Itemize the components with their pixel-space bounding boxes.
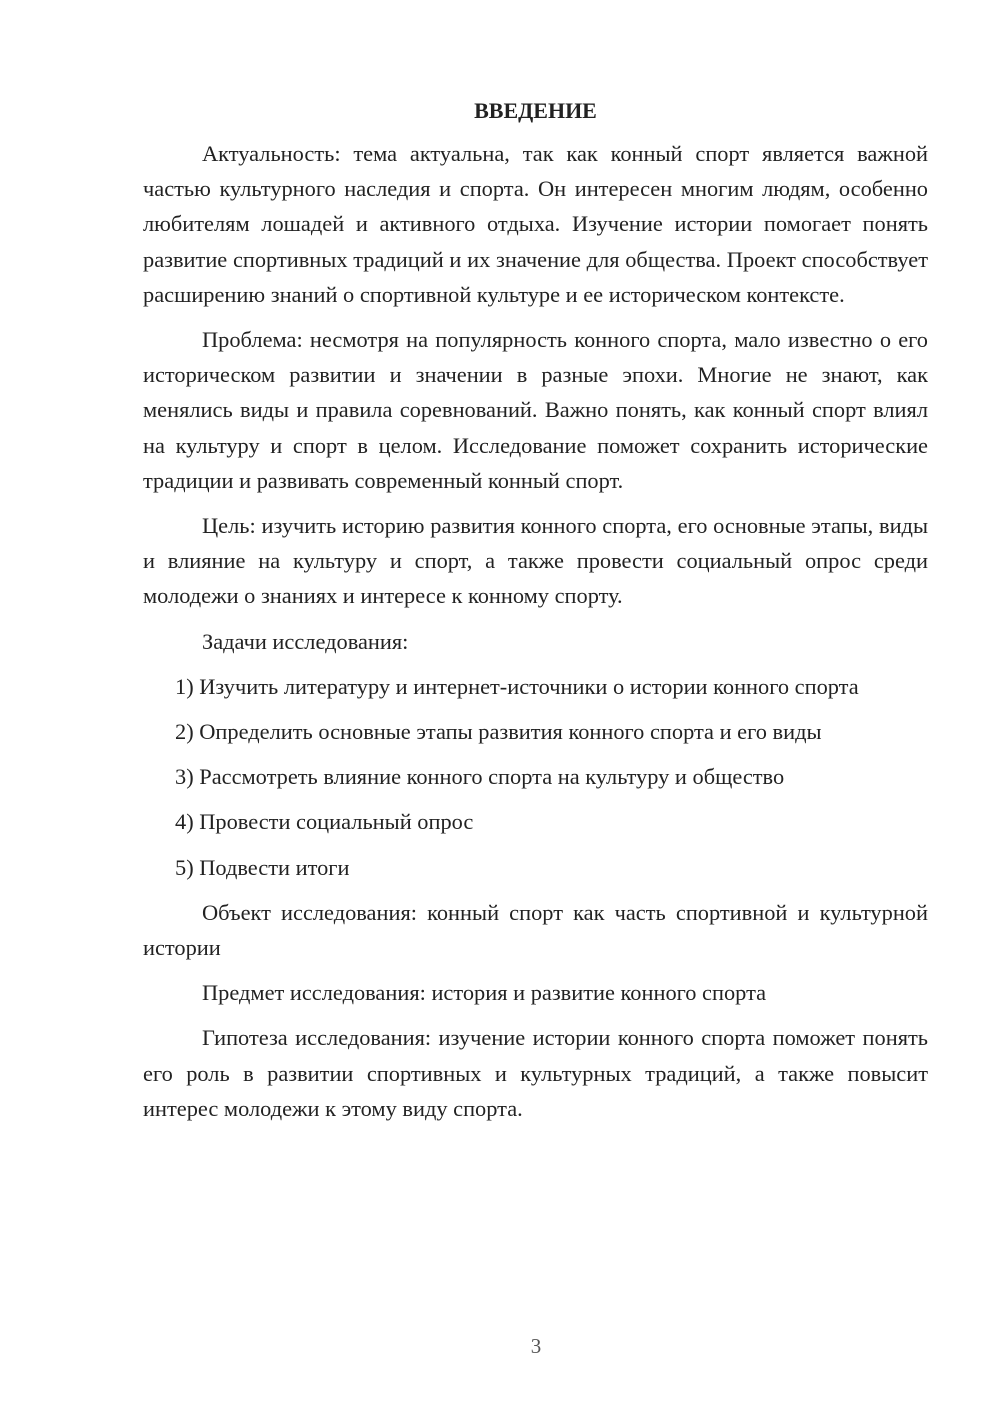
tasks-heading: Задачи исследования: xyxy=(202,628,409,654)
document-page xyxy=(143,96,928,1136)
paragraph-subject: Предмет исследования: история и развитие конного спорта xyxy=(202,980,767,1006)
page-number: 3 xyxy=(530,1334,542,1358)
task-item-3: 3) Рассмотреть влияние конного спорта на культуру и общество xyxy=(175,764,785,790)
task-item-4: 4) Провести социальный опрос xyxy=(175,809,474,835)
paragraph-object: Объект исследования: конный спорт как часть спортивной и культурной истории xyxy=(143,899,928,961)
task-item-1: 1) Изучить литературу и интернет-источники о истории конного спорта xyxy=(175,673,859,699)
task-item-2: 2) Определить основные этапы развития конного спорта и его виды xyxy=(175,719,822,745)
paragraph-problem: Проблема: несмотря на популярность конного спорта, мало известно о его историческом развитии и значении в разные эпохи. Многие не знают, как менялись виды и правила соревнований. Важно понять, как конный спорт влиял на культуру и спорт в целом. Исследование поможет сохранить исторические традиции и развивать современный конный спорт. xyxy=(143,327,928,493)
task-item-5: 5) Подвести итоги xyxy=(175,854,350,880)
paragraph-goal: Цель: изучить историю развития конного спорта, его основные этапы, виды и влияние на культуру и спорт, а также провести социальный опрос среди молодежи о знаниях и интересе к конному спорту. xyxy=(143,513,928,609)
paragraph-hypothesis: Гипотеза исследования: изучение истории конного спорта поможет понять его роль в развитии спортивных и культурных традиций, а также повысит интерес молодежи к этому виду спорта. xyxy=(143,1025,928,1121)
paragraph-relevance: Актуальность: тема актуальна, так как конный спорт является важной частью культурного наследия и спорта. Он интересен многим людям, особенно любителям лошадей и активного отдыха. Изучение истории помогает понять развитие спортивных традиций и их значение для общества. Проект способствует расширению знаний о спортивной культуре и ее историческом контексте. xyxy=(143,141,928,307)
document-title: ВВЕДЕНИЕ xyxy=(474,98,597,123)
